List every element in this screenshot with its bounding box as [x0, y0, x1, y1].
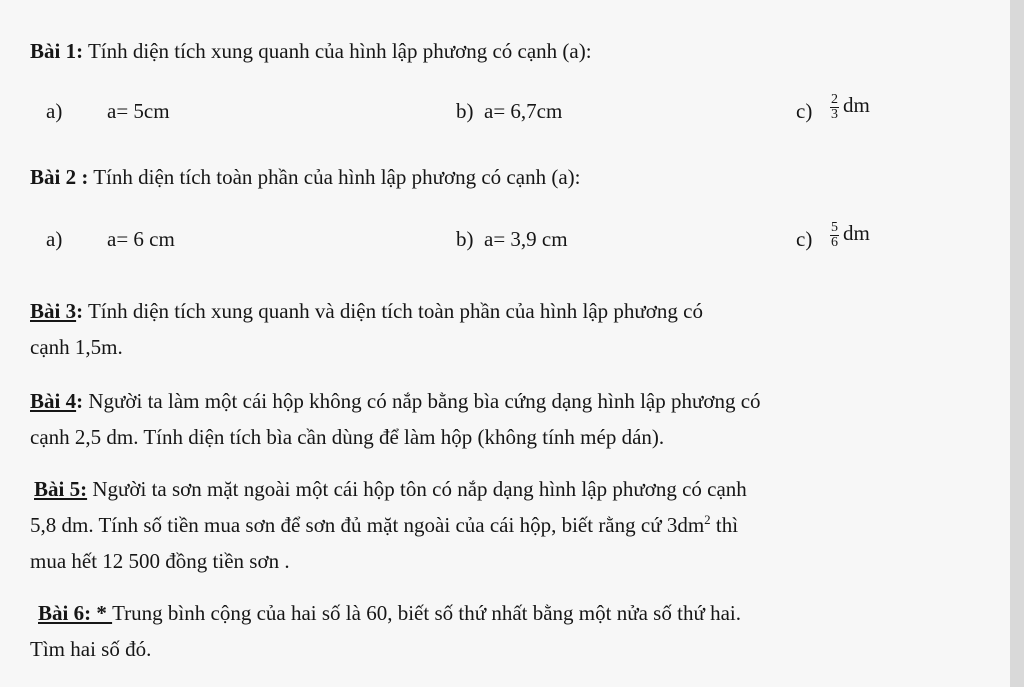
bai2-b-label: b) — [456, 227, 474, 251]
bai5-line1 — [34, 476, 747, 502]
bai1-c-label: c) — [796, 99, 813, 123]
bai5-label: Bài 5: — [34, 477, 88, 501]
bai6-label: Bài 6: * — [38, 601, 113, 625]
bai3-colon: : — [76, 299, 84, 323]
bai1-c-denominator: 3 — [831, 106, 838, 122]
bai1-c-value — [830, 92, 870, 122]
bai2-text: Tính diện tích toàn phần của hình lập phương có cạnh (a): — [88, 165, 581, 189]
bai1-label: Bài 1: — [30, 39, 84, 63]
bai1-title — [30, 38, 592, 64]
bai4-line2: cạnh 2,5 dm. Tính diện tích bìa cần dùng để làm hộp (không tính mép dán). — [30, 425, 665, 449]
bai3-line2: cạnh 1,5m. — [30, 335, 123, 359]
bai2-c-numerator: 5 — [831, 219, 838, 235]
bai1-c-unit: dm — [843, 93, 870, 117]
bai1-b-label: b) — [456, 99, 474, 123]
bai1-text: Tính diện tích xung quanh của hình lập phương có cạnh (a): — [83, 39, 592, 63]
bai5-text2a: 5,8 dm. Tính số tiền mua sơn để sơn đủ mặt ngoài của cái hộp, biết rằng cứ 3dm — [30, 513, 705, 537]
bai2-b-value: a= 3,9 cm — [484, 227, 568, 251]
bai6-line2: Tìm hai số đó. — [30, 637, 152, 661]
bai5-superscript: 2 — [704, 512, 711, 527]
bai2-title — [30, 164, 580, 190]
bai5-line3: mua hết 12 500 đồng tiền sơn . — [30, 549, 290, 573]
bai1-c-fraction — [830, 93, 839, 122]
bai2-a-label: a) — [46, 227, 63, 251]
bai3-text1: Tính diện tích xung quanh và diện tích toàn phần của hình lập phương có — [83, 299, 703, 323]
bai2-a-value: a= 6 cm — [107, 227, 175, 251]
bai2-c-fraction — [830, 221, 839, 250]
bai2-c-denominator: 6 — [831, 234, 838, 250]
bai2-c-unit: dm — [843, 221, 870, 245]
bai4-line1 — [30, 388, 761, 414]
bai2-c-label: c) — [796, 227, 813, 251]
bai2-c-value — [830, 220, 870, 250]
bai5-text1: Người ta sơn mặt ngoài một cái hộp tôn có nắp dạng hình lập phương có cạnh — [87, 477, 747, 501]
bai4-text1: Người ta làm một cái hộp không có nắp bằng bìa cứng dạng hình lập phương có — [83, 389, 761, 413]
bai1-b-value: a= 6,7cm — [484, 99, 563, 123]
bai6-line1 — [38, 600, 741, 626]
bai3-line1 — [30, 298, 703, 324]
bai1-a-label: a) — [46, 99, 63, 123]
bai4-label: Bài 4 — [30, 389, 77, 413]
bai3-label: Bài 3 — [30, 299, 77, 323]
bai5-line2 — [30, 512, 738, 538]
bai1-a-value: a= 5cm — [107, 99, 170, 123]
bai6-text1: Trung bình cộng của hai số là 60, biết số thứ nhất bằng một nửa số thứ hai. — [112, 601, 741, 625]
bai1-c-numerator: 2 — [831, 91, 838, 107]
page-edge-shadow — [1010, 0, 1024, 687]
bai2-label: Bài 2 : — [30, 165, 89, 189]
bai5-text2b: thì — [710, 513, 739, 537]
bai4-colon: : — [76, 389, 84, 413]
